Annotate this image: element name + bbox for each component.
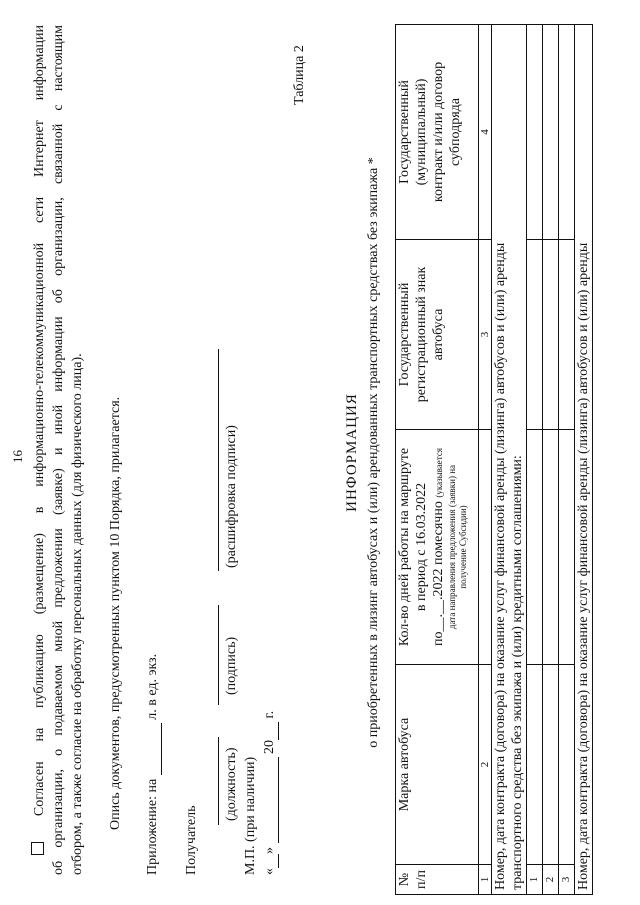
row-contract-cell[interactable] (559, 25, 575, 240)
consent-line-3: отбором, а также согласие на обработку персональных данных (для физического лица). (70, 353, 85, 875)
position-caption: (должность) (224, 747, 239, 821)
consent-line-2: об организации, о подаваемом мной предложении (заявке) и иной информации об организации, связанной с настоящим (51, 25, 66, 875)
date-line (260, 711, 279, 875)
header-regplate-line-3: автобуса (431, 308, 446, 361)
header-days-line-2: в период с 16.03.2022 (414, 482, 429, 612)
date-open-quote: « (262, 868, 277, 875)
header-contract-line-4: субподряда (448, 98, 463, 166)
signature-line[interactable] (218, 605, 219, 705)
consent-line-1 (30, 25, 49, 855)
row-contract-cell[interactable] (543, 25, 559, 240)
table-label: Таблица 2 (292, 45, 307, 105)
header-days-cell (396, 430, 479, 665)
header-contract-cell (396, 25, 479, 240)
header-contract-line-1: Государственный (397, 80, 412, 184)
colnum-4: 4 (479, 25, 492, 240)
appendix-prefix: Приложение: на (145, 778, 160, 875)
inventory-text: Опись документов, предусмотренных пунктом 10 Порядка, прилагается. (108, 396, 123, 830)
row-regplate-cell[interactable] (527, 240, 543, 430)
row-contract-cell[interactable] (527, 25, 543, 240)
info-table (395, 24, 593, 895)
colnum-empty (479, 430, 492, 665)
header-brand-text: Марка автобуса (397, 717, 412, 812)
table-header-row (396, 25, 479, 895)
signature-caption: (подпись) (224, 636, 239, 695)
header-contract-line-2: (муниципальный) (414, 78, 429, 186)
header-num-abbr: п/п (414, 870, 429, 889)
row-number: 1 (527, 865, 543, 895)
consent-checkbox[interactable] (31, 842, 44, 855)
appendix-pages-field[interactable] (147, 723, 162, 775)
row-number: 3 (559, 865, 575, 895)
header-regplate-line-1: Государственный (397, 282, 412, 387)
header-num-cell (396, 865, 479, 895)
date-month-field[interactable] (264, 758, 279, 844)
section-1-row (492, 25, 527, 895)
header-days-note-inline: (указывается (434, 448, 444, 498)
section-1-line-2: транспортного средства без экипажа и (или) кредитными соглашениями: (510, 455, 525, 890)
header-contract-line-3: контракт и/или договор (431, 61, 446, 203)
section-1-line-1: Номер, дата контракта (договора) на оказание услуг финансовой аренды (лизинга) автобусов и (или) аренды (493, 242, 508, 890)
colnum-1: 1 (479, 865, 492, 895)
column-number-row (479, 25, 492, 895)
info-title: ИНФОРМАЦИЯ (344, 393, 360, 512)
row-regplate-cell[interactable] (559, 240, 575, 430)
row-brand-cell[interactable] (559, 665, 575, 865)
appendix-line (143, 654, 162, 875)
section-1-cell (492, 25, 527, 895)
row-days-cell[interactable] (527, 430, 543, 665)
date-year-prefix: 20 (262, 740, 277, 754)
colnum-3: 3 (479, 240, 492, 430)
row-number: 2 (543, 865, 559, 895)
header-days-line-3-text: по__.__.2022 помесячно (431, 501, 446, 646)
header-days-line-1: Кол-во дней работы на маршруте (397, 447, 412, 647)
stamp-label: М.П. (при наличии) (243, 756, 258, 875)
header-regplate-line-2: регистрационный знак (414, 266, 429, 403)
table-row (559, 25, 575, 895)
header-num-symbol: № (397, 872, 412, 887)
date-close-quote: » (262, 847, 277, 854)
info-subtitle: о приобретенных в лизинг автобусах и (или) арендованных транспортных средствах без экипажа * (366, 157, 381, 748)
section-2-row (575, 25, 593, 895)
decoding-caption: (расшифровка подписи) (224, 425, 239, 568)
section-2-line-1: Номер, дата контракта (договора) на оказание услуг финансовой аренды (лизинга) автобусов и (или) аренды (576, 242, 591, 890)
section-2-cell (575, 25, 593, 895)
row-regplate-cell[interactable] (543, 240, 559, 430)
date-day-field[interactable] (264, 854, 279, 868)
table-row (527, 25, 543, 895)
recipient-label: Получатель (184, 805, 199, 875)
table-row (543, 25, 559, 895)
row-days-cell[interactable] (559, 430, 575, 665)
row-brand-cell[interactable] (543, 665, 559, 865)
position-line[interactable] (218, 737, 219, 825)
row-brand-cell[interactable] (527, 665, 543, 865)
header-regplate-cell (396, 240, 479, 430)
appendix-suffix: л. в ед. экз. (145, 653, 160, 720)
header-days-line-3 (430, 434, 447, 660)
decoding-line[interactable] (218, 349, 219, 571)
colnum-2: 2 (479, 665, 492, 865)
header-brand-cell (396, 665, 479, 865)
header-days-note: дата направления предложения (заявки) на получение Субсидии) (447, 464, 468, 630)
page-number: 16 (10, 450, 25, 463)
date-year-suffix: г. (262, 710, 277, 719)
date-year-field[interactable] (264, 722, 279, 740)
consent-line-1-words: Согласен на публикацию (размещение) в информационно-телекоммуникационной сети Интернет информации (32, 24, 47, 817)
row-days-cell[interactable] (543, 430, 559, 665)
